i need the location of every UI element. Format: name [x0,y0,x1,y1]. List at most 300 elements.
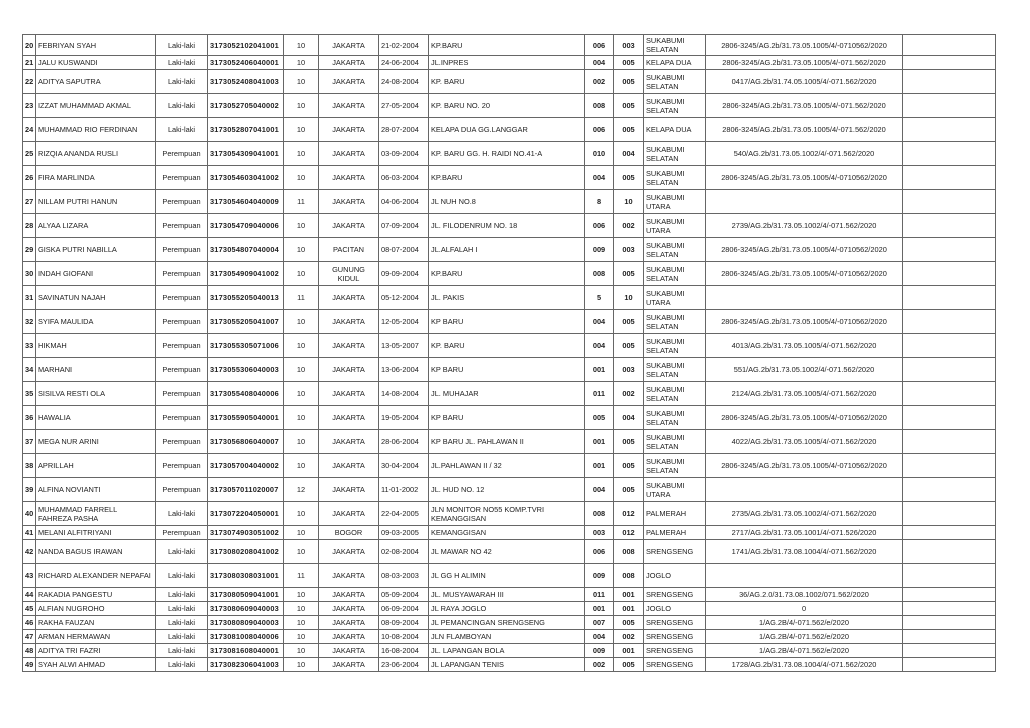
row-number-cell: 33 [23,334,36,358]
nik-cell: 3173055305071006 [208,334,284,358]
gender-cell: Laki-laki [156,35,208,56]
student-name-cell: ADITYA TRI FAZRI [36,644,156,658]
extra-cell [903,70,996,94]
extra-cell [903,94,996,118]
gender-cell: Laki-laki [156,630,208,644]
address-cell: JLN FLAMBOYAN [429,630,585,644]
rt-cell: 006 [585,214,614,238]
address-cell: KEMANGGISAN [429,526,585,540]
birthplace-cell: JAKARTA [319,190,379,214]
gender-cell: Perempuan [156,382,208,406]
rw-cell: 005 [614,70,644,94]
gender-cell: Perempuan [156,166,208,190]
rw-cell: 002 [614,630,644,644]
gender-cell: Perempuan [156,142,208,166]
nik-cell: 3173052807041001 [208,118,284,142]
gender-cell: Perempuan [156,478,208,502]
class-cell: 10 [284,644,319,658]
table-row [23,430,996,454]
nik-cell: 3173054709040006 [208,214,284,238]
student-name-cell: HAWALIA [36,406,156,430]
student-name-cell: MEGA NUR ARINI [36,430,156,454]
table-row [23,262,996,286]
kelurahan-cell: PALMERAH [644,526,706,540]
table-row [23,94,996,118]
rt-cell: 8 [585,190,614,214]
document-number-cell: 1728/AG.2b/31.73.08.1004/4/-071.562/2020 [706,658,903,672]
kelurahan-cell: JOGLO [644,602,706,616]
row-number-cell: 46 [23,616,36,630]
address-cell: JL. HUD NO. 12 [429,478,585,502]
class-cell: 10 [284,454,319,478]
table-row [23,630,996,644]
rw-cell: 005 [614,94,644,118]
document-number-cell: 2717/AG.2b/31.73.05.1001/4/-071.526/2020 [706,526,903,540]
rt-cell: 002 [585,658,614,672]
rt-cell: 006 [585,118,614,142]
document-number-cell: 2739/AG.2b/31.73.05.1002/4/-071.562/2020 [706,214,903,238]
birthplace-cell: JAKARTA [319,286,379,310]
rt-cell: 008 [585,502,614,526]
rt-cell: 008 [585,262,614,286]
birthdate-cell: 19-05-2004 [379,406,429,430]
birthdate-cell: 28-06-2004 [379,430,429,454]
document-number-cell: 551/AG.2b/31.73.05.1002/4/-071.562/2020 [706,358,903,382]
nik-cell: 3173055408040006 [208,382,284,406]
class-cell: 11 [284,564,319,588]
birthdate-cell: 14-08-2004 [379,382,429,406]
class-cell: 12 [284,478,319,502]
birthplace-cell: JAKARTA [319,334,379,358]
document-number-cell: 36/AG.2.0/31.73.08.1002/071.562/2020 [706,588,903,602]
birthplace-cell: JAKARTA [319,56,379,70]
address-cell: KP.BARU [429,166,585,190]
table-row [23,118,996,142]
birthdate-cell: 24-08-2004 [379,70,429,94]
student-name-cell: RIZQIA ANANDA RUSLI [36,142,156,166]
table-row [23,166,996,190]
extra-cell [903,358,996,382]
row-number-cell: 37 [23,430,36,454]
address-cell: JL.PAHLAWAN II / 32 [429,454,585,478]
class-cell: 10 [284,35,319,56]
nik-cell: 3173081008040006 [208,630,284,644]
document-number-cell: 2806-3245/AG.2b/31.73.05.1005/4/-0710562/2020 [706,238,903,262]
kelurahan-cell: SUKABUMI SELATAN [644,310,706,334]
birthplace-cell: JAKARTA [319,602,379,616]
nik-cell: 3173054604040009 [208,190,284,214]
birthplace-cell: JAKARTA [319,564,379,588]
rw-cell: 001 [614,602,644,616]
address-cell: JL. MUSYAWARAH III [429,588,585,602]
document-number-cell [706,478,903,502]
class-cell: 10 [284,502,319,526]
row-number-cell: 25 [23,142,36,166]
class-cell: 10 [284,588,319,602]
address-cell: JL. MUHAJAR [429,382,585,406]
document-number-cell [706,286,903,310]
row-number-cell: 41 [23,526,36,540]
document-number-cell: 2124/AG.2b/31.73.05.1005/4/-071.562/2020 [706,382,903,406]
address-cell: JL MAWAR NO 42 [429,540,585,564]
row-number-cell: 21 [23,56,36,70]
rt-cell: 009 [585,564,614,588]
table-row [23,454,996,478]
document-number-cell: 1741/AG.2b/31.73.08.1004/4/-071.562/2020 [706,540,903,564]
rt-cell: 010 [585,142,614,166]
extra-cell [903,430,996,454]
birthplace-cell: JAKARTA [319,478,379,502]
gender-cell: Perempuan [156,310,208,334]
table-row [23,35,996,56]
rt-cell: 001 [585,602,614,616]
document-number-cell: 0417/AG.2b/31.74.05.1005/4/-071.562/2020 [706,70,903,94]
kelurahan-cell: SUKABUMI SELATAN [644,70,706,94]
birthplace-cell: JAKARTA [319,658,379,672]
address-cell: KP.BARU [429,262,585,286]
row-number-cell: 44 [23,588,36,602]
birthplace-cell: BOGOR [319,526,379,540]
table-row [23,70,996,94]
rw-cell: 005 [614,262,644,286]
gender-cell: Laki-laki [156,502,208,526]
rw-cell: 003 [614,35,644,56]
row-number-cell: 27 [23,190,36,214]
table-row [23,588,996,602]
rw-cell: 10 [614,190,644,214]
address-cell: KELAPA DUA GG.LANGGAR [429,118,585,142]
rw-cell: 002 [614,214,644,238]
class-cell: 10 [284,430,319,454]
nik-cell: 3173080609040003 [208,602,284,616]
row-number-cell: 38 [23,454,36,478]
birthdate-cell: 09-09-2004 [379,262,429,286]
row-number-cell: 26 [23,166,36,190]
gender-cell: Laki-laki [156,644,208,658]
rw-cell: 004 [614,142,644,166]
row-number-cell: 22 [23,70,36,94]
birthplace-cell: JAKARTA [319,588,379,602]
gender-cell: Perempuan [156,190,208,214]
birthplace-cell: JAKARTA [319,70,379,94]
birthplace-cell: JAKARTA [319,214,379,238]
rt-cell: 004 [585,478,614,502]
gender-cell: Laki-laki [156,564,208,588]
birthdate-cell: 22-04-2005 [379,502,429,526]
birthplace-cell: JAKARTA [319,406,379,430]
gender-cell: Perempuan [156,214,208,238]
table-row [23,142,996,166]
nik-cell: 3173056806040007 [208,430,284,454]
rw-cell: 008 [614,564,644,588]
nik-cell: 3173082306041003 [208,658,284,672]
kelurahan-cell: JOGLO [644,564,706,588]
address-cell: JL PEMANCINGAN SRENGSENG [429,616,585,630]
student-table [22,34,996,672]
extra-cell [903,406,996,430]
kelurahan-cell: SUKABUMI SELATAN [644,382,706,406]
nik-cell: 3173074903051002 [208,526,284,540]
birthdate-cell: 24-06-2004 [379,56,429,70]
nik-cell: 3173080308031001 [208,564,284,588]
row-number-cell: 36 [23,406,36,430]
birthdate-cell: 05-09-2004 [379,588,429,602]
nik-cell: 3173054603041002 [208,166,284,190]
rw-cell: 001 [614,588,644,602]
gender-cell: Laki-laki [156,94,208,118]
birthdate-cell: 13-05-2007 [379,334,429,358]
gender-cell: Perempuan [156,262,208,286]
birthplace-cell: JAKARTA [319,430,379,454]
address-cell: KP. BARU [429,70,585,94]
class-cell: 10 [284,310,319,334]
row-number-cell: 42 [23,540,36,564]
birthdate-cell: 02-08-2004 [379,540,429,564]
class-cell: 10 [284,70,319,94]
class-cell: 10 [284,540,319,564]
table-row [23,644,996,658]
rt-cell: 011 [585,588,614,602]
birthplace-cell: JAKARTA [319,118,379,142]
gender-cell: Laki-laki [156,616,208,630]
student-name-cell: MUHAMMAD RIO FERDINAN [36,118,156,142]
student-name-cell: SAVINATUN NAJAH [36,286,156,310]
student-name-cell: MELANI ALFITRIYANI [36,526,156,540]
birthplace-cell: JAKARTA [319,94,379,118]
class-cell: 10 [284,358,319,382]
kelurahan-cell: SUKABUMI SELATAN [644,35,706,56]
row-number-cell: 48 [23,644,36,658]
rt-cell: 009 [585,238,614,262]
extra-cell [903,190,996,214]
kelurahan-cell: SUKABUMI SELATAN [644,406,706,430]
birthdate-cell: 23-06-2004 [379,658,429,672]
document-number-cell: 2806-3245/AG.2b/31.73.05.1005/4/-0710562/2020 [706,166,903,190]
table-row [23,286,996,310]
rw-cell: 005 [614,56,644,70]
row-number-cell: 23 [23,94,36,118]
nik-cell: 3173052705040002 [208,94,284,118]
document-number-cell: 2806-3245/AG.2b/31.73.05.1005/4/-0710562/2020 [706,454,903,478]
document-number-cell: 540/AG.2b/31.73.05.1002/4/-071.562/2020 [706,142,903,166]
address-cell: KP BARU [429,358,585,382]
class-cell: 10 [284,630,319,644]
student-name-cell: GISKA PUTRI NABILLA [36,238,156,262]
kelurahan-cell: SRENGSENG [644,588,706,602]
class-cell: 10 [284,382,319,406]
rt-cell: 004 [585,630,614,644]
document-number-cell [706,564,903,588]
gender-cell: Perempuan [156,286,208,310]
nik-cell: 3173054807040004 [208,238,284,262]
nik-cell: 3173054309041001 [208,142,284,166]
kelurahan-cell: KELAPA DUA [644,118,706,142]
address-cell: JL. PAKIS [429,286,585,310]
nik-cell: 3173080509041001 [208,588,284,602]
nik-cell: 3173055905040001 [208,406,284,430]
nik-cell: 3173080208041002 [208,540,284,564]
student-name-cell: RAKHA FAUZAN [36,616,156,630]
class-cell: 11 [284,190,319,214]
document-number-cell: 1/AG.2B/4/-071.562/e/2020 [706,616,903,630]
birthdate-cell: 06-09-2004 [379,602,429,616]
gender-cell: Laki-laki [156,588,208,602]
table-row [23,526,996,540]
address-cell: KP BARU [429,406,585,430]
rw-cell: 005 [614,478,644,502]
student-name-cell: JALU KUSWANDI [36,56,156,70]
class-cell: 10 [284,166,319,190]
class-cell: 10 [284,142,319,166]
gender-cell: Perempuan [156,238,208,262]
extra-cell [903,118,996,142]
address-cell: KP. BARU NO. 20 [429,94,585,118]
row-number-cell: 32 [23,310,36,334]
rw-cell: 008 [614,540,644,564]
gender-cell: Laki-laki [156,56,208,70]
birthdate-cell: 30-04-2004 [379,454,429,478]
class-cell: 11 [284,286,319,310]
kelurahan-cell: SUKABUMI SELATAN [644,142,706,166]
student-name-cell: IZZAT MUHAMMAD AKMAL [36,94,156,118]
birthdate-cell: 08-03-2003 [379,564,429,588]
gender-cell: Perempuan [156,406,208,430]
document-number-cell: 4013/AG.2b/31.73.05.1005/4/-071.562/2020 [706,334,903,358]
nik-cell: 3173055306040003 [208,358,284,382]
address-cell: JLN MONITOR NO55 KOMP.TVRI KEMANGGISAN [429,502,585,526]
document-number-cell: 2735/AG.2b/31.73.05.1002/4/-071.562/2020 [706,502,903,526]
student-name-cell: ADITYA SAPUTRA [36,70,156,94]
table-row [23,56,996,70]
document-number-cell: 2806-3245/AG.2b/31.73.05.1005/4/-071.562/2020 [706,56,903,70]
kelurahan-cell: KELAPA DUA [644,56,706,70]
row-number-cell: 39 [23,478,36,502]
document-number-cell [706,190,903,214]
birthplace-cell: JAKARTA [319,382,379,406]
class-cell: 10 [284,238,319,262]
row-number-cell: 20 [23,35,36,56]
extra-cell [903,286,996,310]
birthdate-cell: 04-06-2004 [379,190,429,214]
document-number-cell: 2806-3245/AG.2b/31.73.05.1005/4/-0710562/2020 [706,406,903,430]
table-row [23,406,996,430]
kelurahan-cell: SRENGSENG [644,630,706,644]
birthplace-cell: JAKARTA [319,35,379,56]
kelurahan-cell: SRENGSENG [644,616,706,630]
rt-cell: 003 [585,526,614,540]
table-row [23,358,996,382]
student-name-cell: FIRA MARLINDA [36,166,156,190]
nik-cell: 3173057011020007 [208,478,284,502]
nik-cell: 3173054909041002 [208,262,284,286]
kelurahan-cell: SUKABUMI SELATAN [644,430,706,454]
birthplace-cell: JAKARTA [319,540,379,564]
birthplace-cell: JAKARTA [319,630,379,644]
rw-cell: 10 [614,286,644,310]
rt-cell: 004 [585,334,614,358]
table-row [23,190,996,214]
row-number-cell: 49 [23,658,36,672]
birthplace-cell: GUNUNG KIDUL [319,262,379,286]
gender-cell: Laki-laki [156,602,208,616]
row-number-cell: 47 [23,630,36,644]
table-row [23,214,996,238]
row-number-cell: 24 [23,118,36,142]
kelurahan-cell: SRENGSENG [644,658,706,672]
rw-cell: 005 [614,616,644,630]
table-row [23,602,996,616]
rw-cell: 012 [614,526,644,540]
table-body [23,35,996,672]
document-number-cell: 2806-3245/AG.2b/31.73.05.1005/4/-0710562/2020 [706,310,903,334]
address-cell: JL. LAPANGAN BOLA [429,644,585,658]
gender-cell: Perempuan [156,526,208,540]
student-name-cell: ALFIAN NUGROHO [36,602,156,616]
rt-cell: 007 [585,616,614,630]
address-cell: KP BARU [429,310,585,334]
student-name-cell: NILLAM PUTRI HANUN [36,190,156,214]
document-number-cell: 1/AG.2B/4/-071.562/e/2020 [706,630,903,644]
row-number-cell: 45 [23,602,36,616]
birthplace-cell: JAKARTA [319,310,379,334]
row-number-cell: 31 [23,286,36,310]
rw-cell: 005 [614,166,644,190]
table-row [23,540,996,564]
rw-cell: 005 [614,658,644,672]
gender-cell: Perempuan [156,454,208,478]
student-name-cell: ARMAN HERMAWAN [36,630,156,644]
gender-cell: Laki-laki [156,118,208,142]
class-cell: 10 [284,526,319,540]
rt-cell: 005 [585,406,614,430]
birthplace-cell: JAKARTA [319,358,379,382]
extra-cell [903,35,996,56]
student-name-cell: RAKADIA PANGESTU [36,588,156,602]
table-row [23,382,996,406]
rt-cell: 001 [585,430,614,454]
birthdate-cell: 16-08-2004 [379,644,429,658]
class-cell: 10 [284,118,319,142]
birthplace-cell: JAKARTA [319,142,379,166]
extra-cell [903,526,996,540]
birthdate-cell: 06-03-2004 [379,166,429,190]
row-number-cell: 43 [23,564,36,588]
document-number-cell: 2806-3245/AG.2b/31.73.05.1005/4/-071.562/2020 [706,118,903,142]
table-row [23,502,996,526]
birthplace-cell: JAKARTA [319,644,379,658]
document-number-cell: 4022/AG.2b/31.73.05.1005/4/-071.562/2020 [706,430,903,454]
rt-cell: 001 [585,454,614,478]
nik-cell: 3173052406040001 [208,56,284,70]
rw-cell: 005 [614,430,644,454]
student-name-cell: INDAH GIOFANI [36,262,156,286]
row-number-cell: 29 [23,238,36,262]
gender-cell: Laki-laki [156,70,208,94]
rt-cell: 004 [585,166,614,190]
kelurahan-cell: SRENGSENG [644,540,706,564]
extra-cell [903,588,996,602]
extra-cell [903,564,996,588]
rw-cell: 005 [614,334,644,358]
kelurahan-cell: SUKABUMI UTARA [644,190,706,214]
nik-cell: 3173072204050001 [208,502,284,526]
row-number-cell: 40 [23,502,36,526]
student-name-cell: MARHANI [36,358,156,382]
extra-cell [903,334,996,358]
birthdate-cell: 21-02-2004 [379,35,429,56]
extra-cell [903,630,996,644]
student-name-cell: FEBRIYAN SYAH [36,35,156,56]
